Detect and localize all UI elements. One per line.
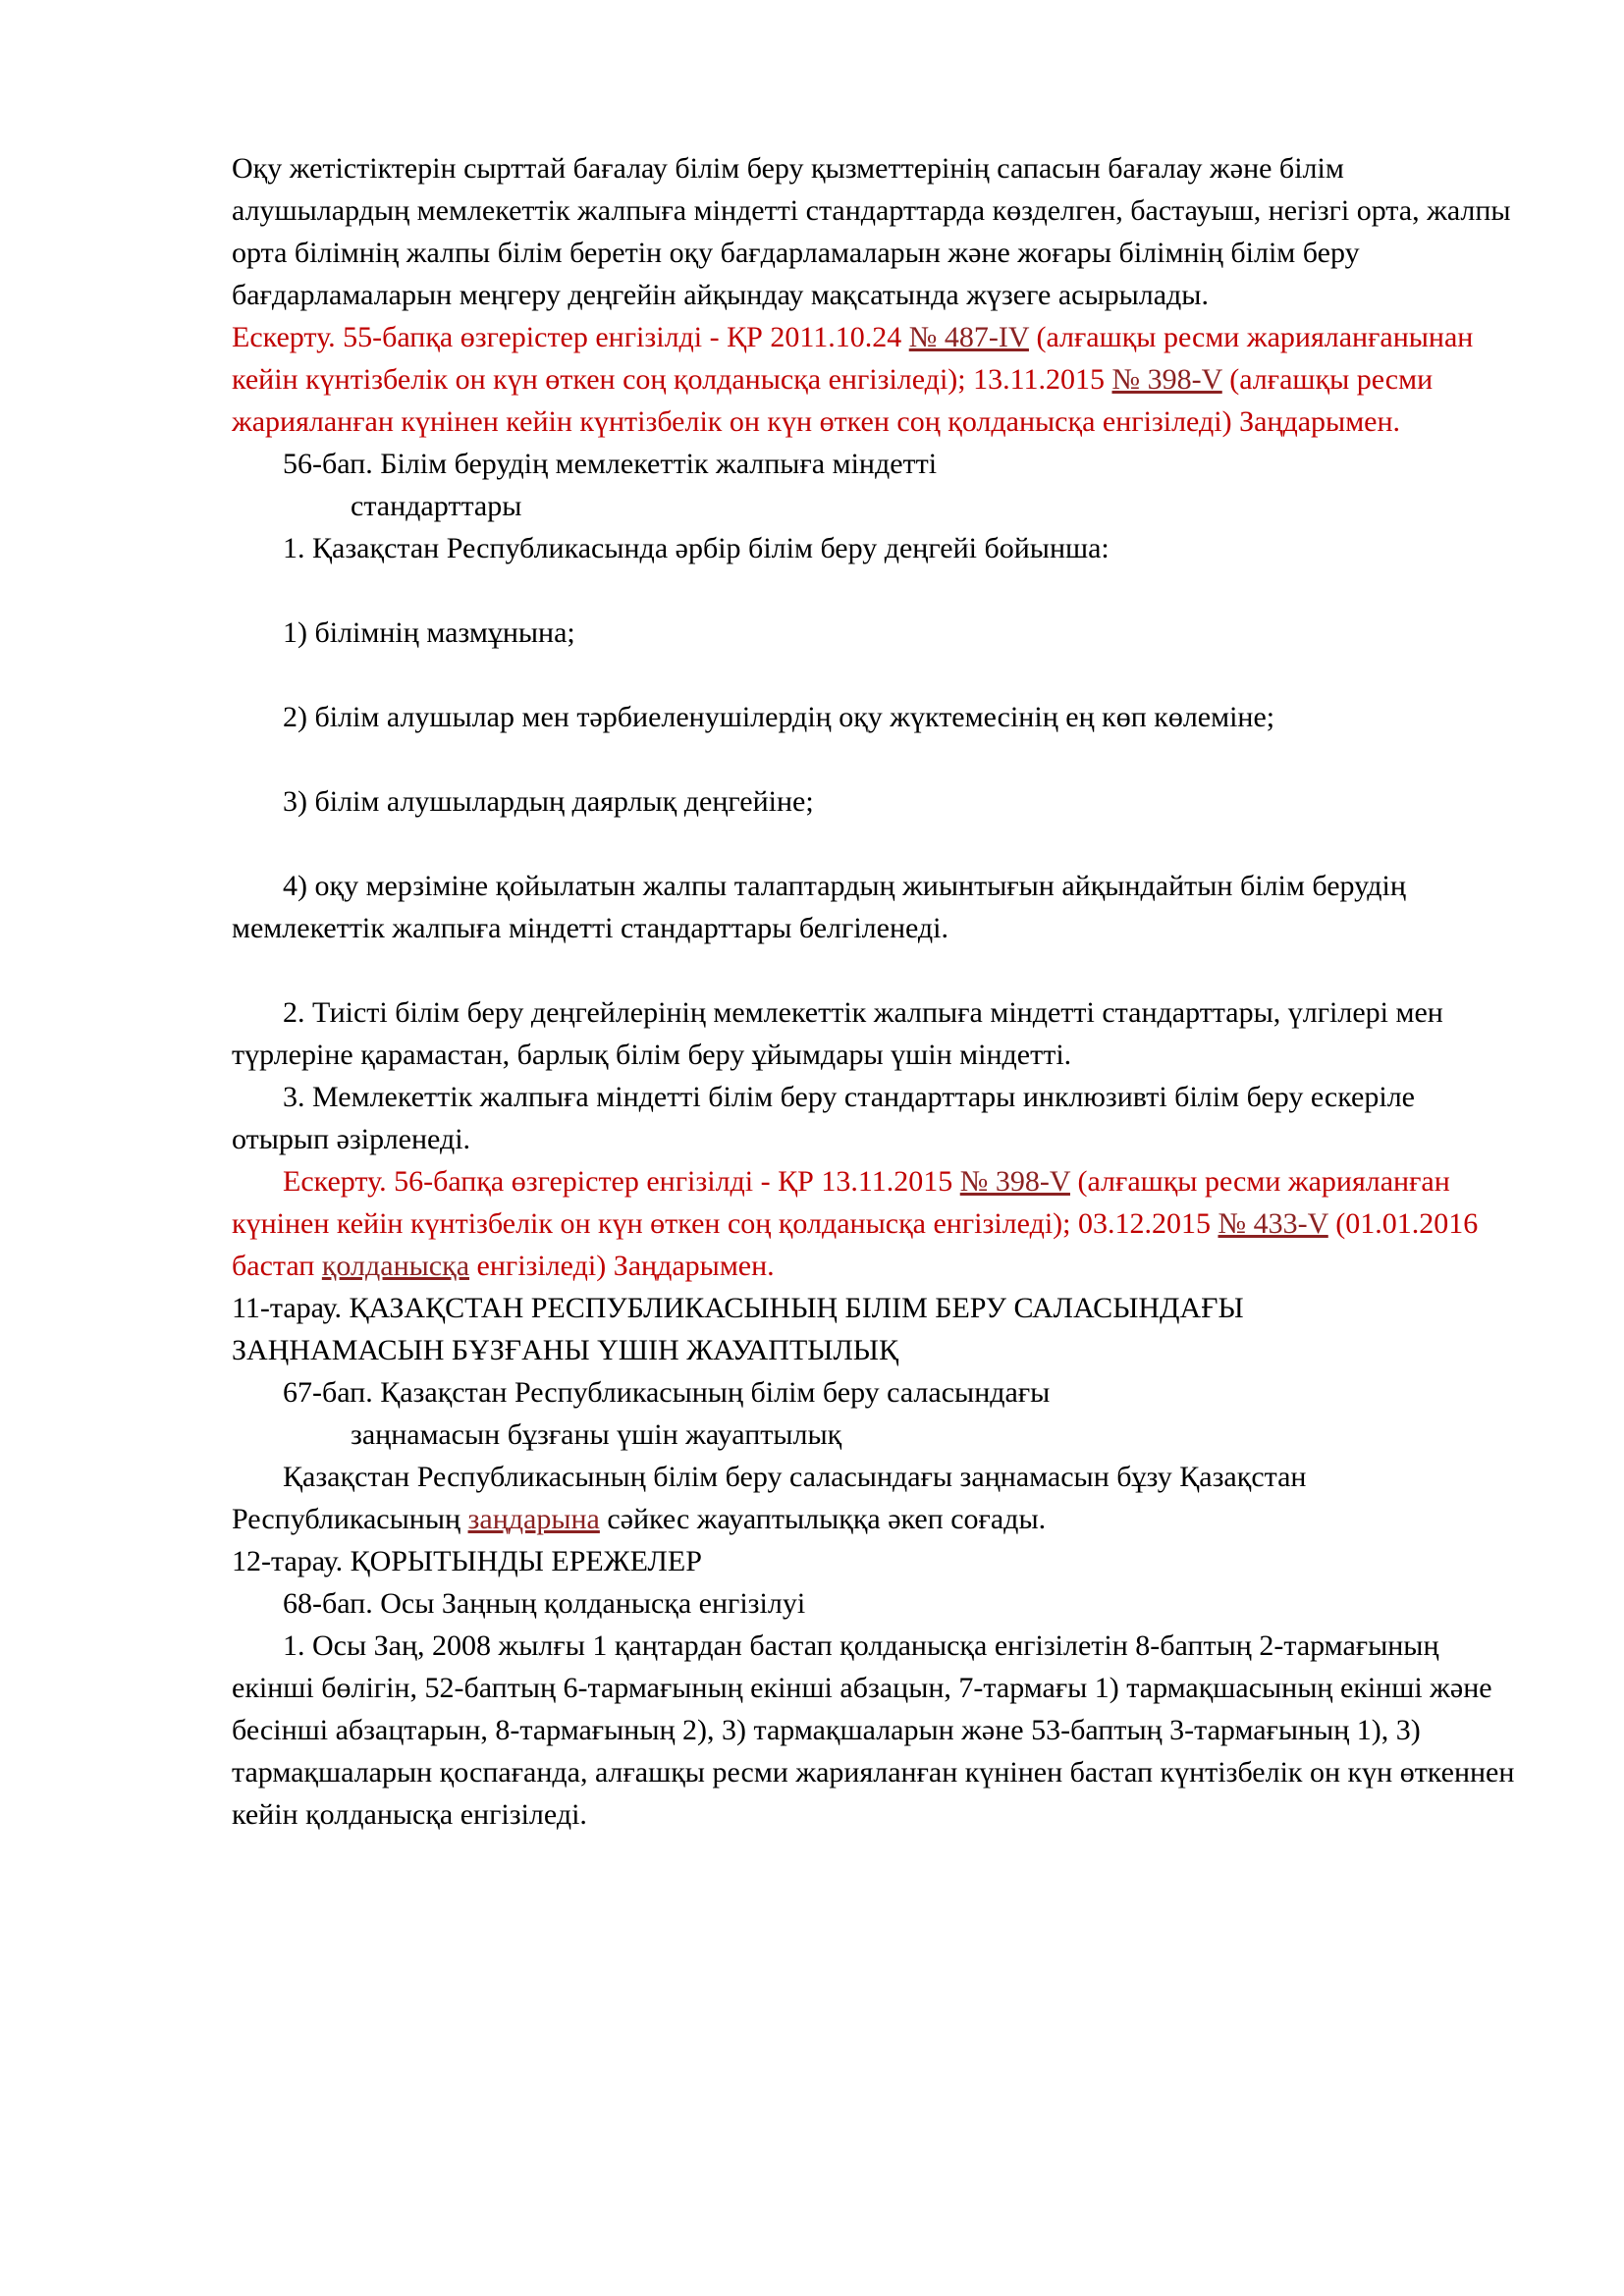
article-56-subclause-3: 3) білім алушылардың даярлық деңгейіне; <box>283 785 814 818</box>
blank-line <box>232 654 1518 696</box>
text-segment: Ескерту. 55-бапқа өзгерістер енгізілді - ҚР 2011.10.24 <box>232 321 909 353</box>
text-segment: Ескерту. 56-бапқа өзгерістер енгізілді - ҚР 13.11.2015 <box>283 1165 960 1198</box>
law-reference-link[interactable]: № 433-V <box>1218 1207 1328 1240</box>
article-56-subclause-4: 4) оқу мерзіміне қойылатын жалпы талаптардың жиынтығын айқындайтын білім берудің мемлекеттік жалпыға міндетті стандарттары белгіленеді. <box>232 870 1406 944</box>
article-67-heading-line1: 67-бап. Қазақстан Республикасының білім беру саласындағы <box>283 1376 1051 1409</box>
text-segment: (алғашқы ресми жарияланған күнінен кейін күнтізбелік он күн өткен соң қолданысқа енгізіледі) Заңдарымен. <box>232 363 1434 438</box>
article-56-heading-line1: 56-бап. Білім берудің мемлекеттік жалпыға міндетті <box>283 448 938 480</box>
article-68-clause-1: 1. Осы Заң, 2008 жылғы 1 қаңтардан бастап қолданысқа енгізілетін 8-баптың 2-тармағының екінші бөлігін, 52-баптың 6-тармағының екінші абзацын, 7-тармағы 1) тармақшасының екінші және бесінші абзацтарын, 8-тармағының 2), 3) тармақшаларын және 53-баптың 3-тармағының 1), 3) тармақшаларын қоспағанда, алғашқы ресми жарияланған күнінен бастап күнтізбелік он күн өткеннен кейін қолданысқа енгізіледі. <box>232 1629 1515 1831</box>
article-67-heading <box>232 1371 1518 1456</box>
chapter-11-heading <box>232 1287 1518 1371</box>
chapter-12-heading-line1: 12-тарау. ҚОРЫТЫНДЫ ЕРЕЖЕЛЕР <box>232 1545 702 1577</box>
law-reference-link[interactable]: қолданысқа <box>321 1250 470 1282</box>
paragraph-article-55-continuation: Оқу жетістіктерін сырттай бағалау білім беру қызметтерінің сапасын бағалау және білім алушылардың мемлекеттік жалпыға міндетті стандарттарда көзделген, бастауыш, негізгі орта, жалпы орта білімнің жалпы білім беретін оқу бағдарламаларын және жоғары білімнің білім беру бағдарламаларын меңгеру деңгейін айқындау мақсатында жүзеге асырылады. <box>232 152 1511 311</box>
text-segment: енгізіледі) Заңдарымен. <box>469 1250 775 1282</box>
text-segment: (алғашқы ресми жарияланғанынан кейін күнтізбелік он күн өткен соң қолданысқа енгізіледі); 13.11.2015 <box>232 321 1474 396</box>
article-68-heading-line1: 68-бап. Осы Заңның қолданысқа енгізілуі <box>283 1587 806 1620</box>
article-67-body <box>232 1456 1518 1540</box>
chapter-12-heading <box>232 1540 1518 1582</box>
article-56-subclause-1: 1) білімнің мазмұнына; <box>283 616 575 649</box>
law-reference-link[interactable]: № 487-IV <box>908 321 1029 353</box>
blank-line <box>232 823 1518 865</box>
chapter-11-heading-line2: ЗАҢНАМАСЫН БҰЗҒАНЫ ҮШІН ЖАУАПТЫЛЫҚ <box>232 1334 898 1366</box>
article-56-clause-3: 3. Мемлекеттік жалпыға міндетті білім беру стандарттары инклюзивті білім беру ескеріле отырып әзірленеді. <box>232 1081 1415 1155</box>
text-segment: Қазақстан Республикасының білім беру саласындағы заңнамасын бұзу Қазақстан Республикасының <box>232 1461 1307 1535</box>
article-67-heading-line2: заңнамасын бұзғаны үшін жауаптылық <box>351 1418 842 1451</box>
law-reference-link[interactable]: заңдарына <box>467 1503 600 1535</box>
note-article-55 <box>232 316 1518 443</box>
blank-line <box>232 569 1518 612</box>
blank-line <box>232 949 1518 991</box>
text-segment: сәйкес жауаптылыққа әкеп соғады. <box>599 1503 1047 1535</box>
blank-line <box>232 738 1518 780</box>
note-article-56 <box>232 1160 1518 1287</box>
law-reference-link[interactable]: № 398-V <box>1111 363 1222 396</box>
article-56-heading-line2: стандарттары <box>351 490 522 522</box>
article-56-heading <box>232 443 1518 527</box>
law-reference-link[interactable]: № 398-V <box>959 1165 1070 1198</box>
chapter-11-heading-line1: 11-тарау. ҚАЗАҚСТАН РЕСПУБЛИКАСЫНЫҢ БІЛІМ БЕРУ САЛАСЫНДАҒЫ <box>232 1292 1244 1324</box>
text-segment: (01.01.2016 бастап <box>232 1207 1479 1282</box>
article-56-clause-1: 1. Қазақстан Республикасында әрбір білім беру деңгейі бойынша: <box>283 532 1110 564</box>
article-68-heading <box>232 1582 1518 1625</box>
article-56-subclause-2: 2) білім алушылар мен тәрбиеленушілердің оқу жүктемесінің ең көп көлеміне; <box>283 701 1275 733</box>
text-segment: (алғашқы ресми жарияланған күнінен кейін күнтізбелік он күн өткен соң қолданысқа енгізіледі); 03.12.2015 <box>232 1165 1450 1240</box>
article-56-clause-2: 2. Тиісті білім беру деңгейлерінің мемлекеттік жалпыға міндетті стандарттары, үлгілері мен түрлеріне қарамастан, барлық білім беру ұйымдары үшін міндетті. <box>232 996 1443 1071</box>
